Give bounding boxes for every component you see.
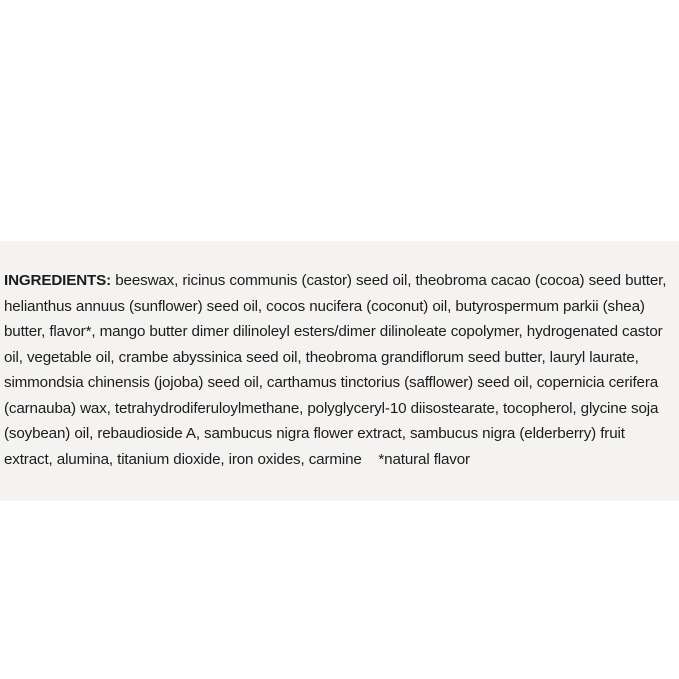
ingredients-panel xyxy=(0,241,679,501)
ingredients-footnote: *natural flavor xyxy=(361,450,470,468)
ingredients-paragraph xyxy=(0,268,679,472)
ingredients-body: beeswax, ricinus communis (castor) seed oil, theobroma cacao (cocoa) seed butter, helianthus annuus (sunflower) seed oil, cocos nucifera (coconut) oil, butyrospermum parkii (shea) butter, flavor*, mango butter dimer dilinoleyl esters/dimer dilinoleate copolymer, hydrogenated castor oil, vegetable oil, crambe abyssinica seed oil, theobroma grandiflorum seed butter, lauryl laurate, simmondsia chinensis (jojoba) seed oil, carthamus tinctorius (safflower) seed oil, copernicia cerifera (carnauba) wax, tetrahydrodiferuloylmethane, polyglyceryl-10 diisostearate, tocopherol, glycine soja (soybean) oil, rebaudioside A, sambucus nigra flower extract, sambucus nigra (elderberry) fruit extract, alumina, titanium dioxide, iron oxides, carmine xyxy=(4,272,667,468)
ingredients-heading: INGREDIENTS: xyxy=(4,272,112,290)
